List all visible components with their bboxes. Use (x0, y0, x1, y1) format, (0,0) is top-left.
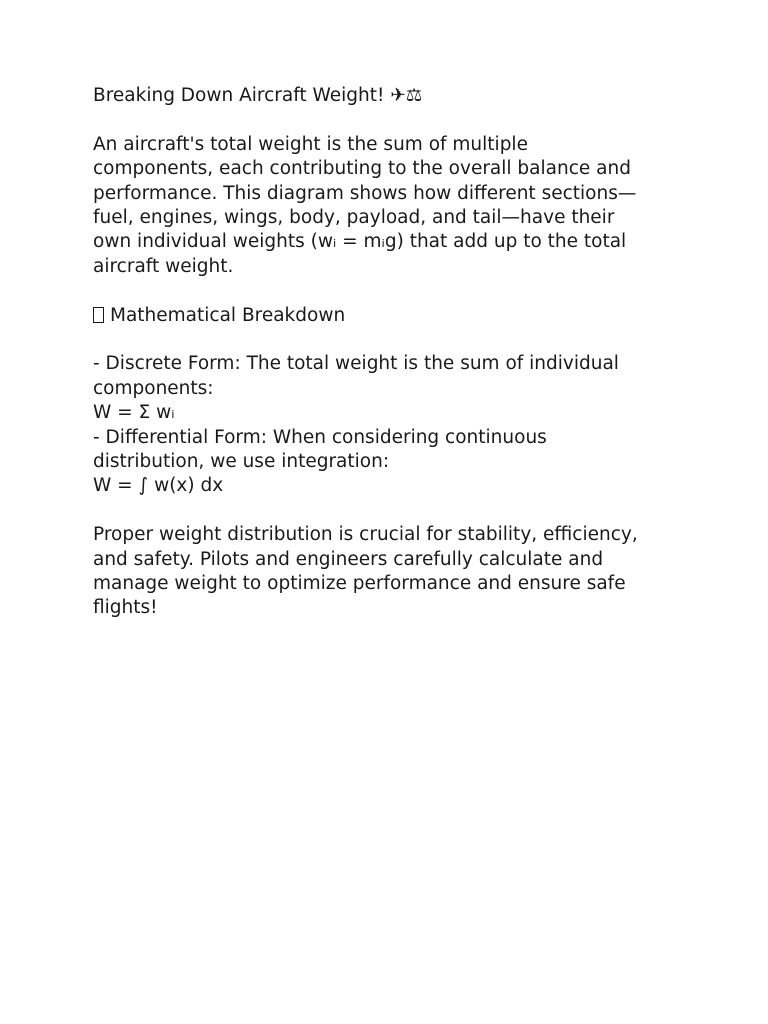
intro-line: performance. This diagram shows how different sections— (93, 182, 637, 204)
intro-line: components, each contributing to the overall balance and (93, 158, 631, 180)
math-line: - Differential Form: When considering continuous (93, 426, 547, 448)
document-body (93, 84, 693, 621)
intro-line: fuel, engines, wings, body, payload, and tail—have their (93, 207, 615, 229)
math-line: - Discrete Form: The total weight is the sum of individual (93, 353, 619, 375)
paragraph-gap (93, 108, 693, 132)
integral-formula: W = ∫ w(x) dx (93, 475, 224, 497)
document-title: Breaking Down Aircraft Weight! ✈⚖ (93, 85, 423, 106)
closing-line: flights! (93, 597, 158, 619)
paragraph-gap (93, 279, 693, 303)
intro-paragraph (93, 133, 693, 279)
math-paragraph (93, 352, 693, 498)
closing-line: Proper weight distribution is crucial for stability, efficiency, (93, 524, 638, 546)
section-heading: Mathematical Breakdown (110, 304, 346, 326)
section-heading-row (93, 304, 693, 328)
closing-line: manage weight to optimize performance and ensure safe (93, 573, 626, 595)
intro-line: aircraft weight. (93, 255, 234, 277)
intro-line: An aircraft's total weight is the sum of multiple (93, 133, 528, 155)
discrete-formula: W = Σ wᵢ (93, 402, 175, 424)
paragraph-gap (93, 328, 693, 352)
math-line: distribution, we use integration: (93, 451, 390, 473)
math-line: components: (93, 377, 214, 399)
closing-line: and safety. Pilots and engineers carefully calculate and (93, 548, 604, 570)
closing-paragraph (93, 523, 693, 621)
missing-glyph-icon (93, 307, 104, 323)
intro-line: own individual weights (wᵢ = mᵢg) that add up to the total (93, 231, 627, 253)
paragraph-gap (93, 499, 693, 523)
